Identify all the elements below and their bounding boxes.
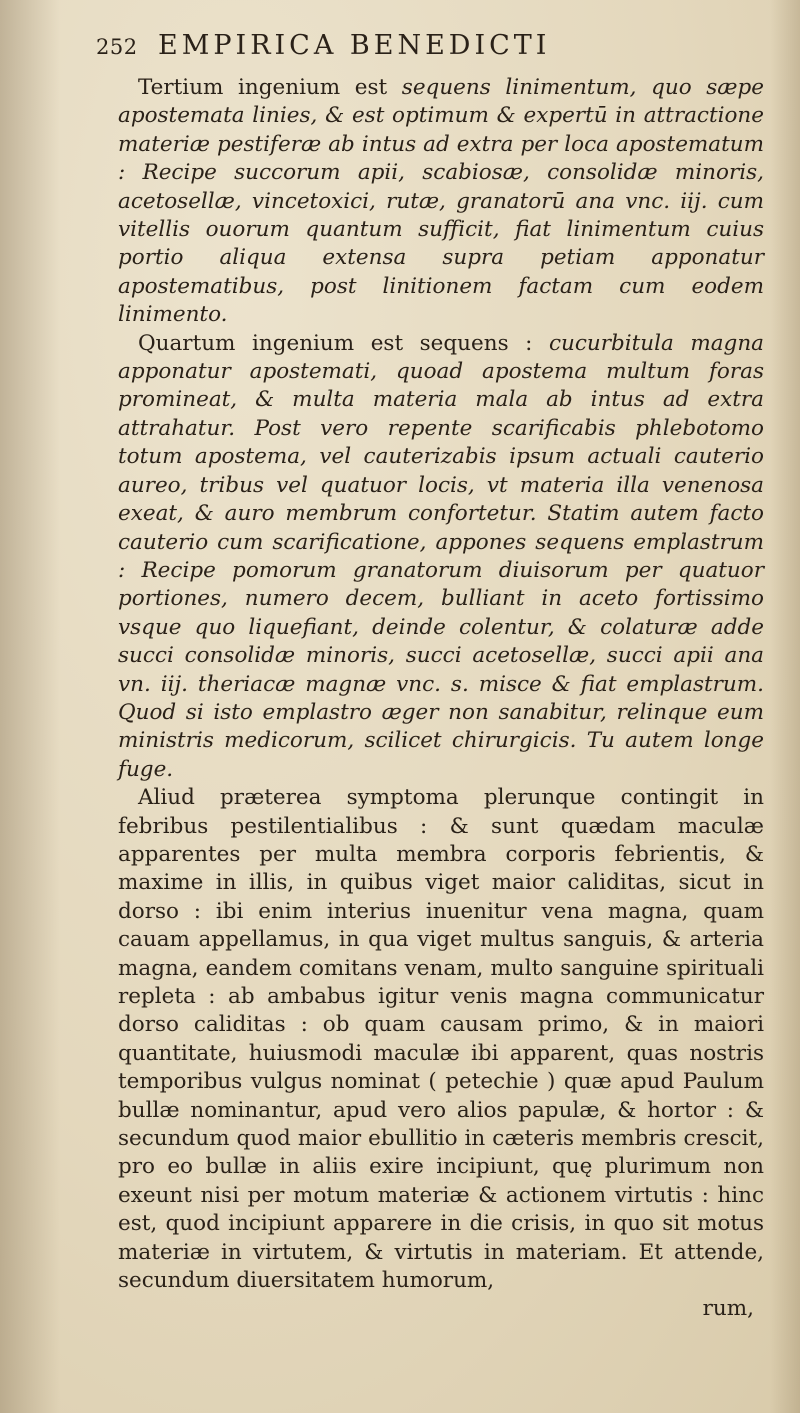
running-head: EMPIRICA BENEDICTI (158, 30, 551, 61)
text-segment-italic: sequens linimentum, quo sæpe apostemata linies, & est optimum & expertū in attractione materiæ pestiferæ ab intus ad extra per loca apostematum : Recipe succorum apii, scabiosæ, consolidæ minoris, acetosellæ, vincetoxici, rutæ, granatorū ana vnc. iij. cum vitellis ouorum quantum sufficit, fiat linimentum cuius portio aliqua extensa supra petiam apponatur apostematibus, post linitionem factam cum eodem linimento. (118, 75, 764, 328)
page-number: 252 (96, 35, 138, 59)
text-segment-italic: cucurbitula magna apponatur apostemati, quoad apostema multum foras promineat, & multa materia mala ab intus ad extra attrahatur. Post vero repente scarificabis phlebotomo totum apostema, vel cauterizabis ipsum actuali cauterio aureo, tribus vel quatuor locis, vt materia illa venenosa exeat, & auro membrum confortetur. Statim autem facto cauterio cum scarificatione, appones sequens emplastrum : Recipe pomorum granatorum diuisorum per quatuor portiones, numero decem, bulliant in aceto fortissimo vsque quo liquefiant, deinde colentur, & colaturæ adde succi consolidæ minoris, succi acetosellæ, succi apii ana vn. iij. theriacæ magnæ vnc. s. misce & fiat emplastrum. Quod si isto emplastro æger non sanabitur, relinque eum ministris medicorum, scilicet chirurgicis. Tu autem longe fuge. (118, 330, 764, 782)
text-segment: Aliud præterea symptoma plerunque contingit in febribus pestilentialibus : & sunt quædam maculæ apparentes per multa membra corporis febrientis, & maxime in illis, in quibus viget maior caliditas, sicut in dorso : ibi enim interius inuenitur vena magna, quam cauam appellamus, in qua viget multus sanguis, & arteria magna, eandem comitans venam, multo sanguine spirituali repleta : ab ambabus igitur venis magna communicatur dorso caliditas : ob quam causam primo, & in maiori quantitate, huiusmodi maculæ ibi apparent, quas nostris temporibus vulgus nominat ( petechie ) quæ apud Paulum bullæ nominantur, apud vero alios papulæ, & hortor : & secundum quod maior ebullitio in cæteris membris crescit, pro eo bullæ in aliis exire incipiunt, quę plurimum non exeunt nisi per motum materiæ & actionem virtutis : hinc est, quod incipiunt apparere in die crisis, in quo sit motus materiæ in virtutem, & virtutis in materiam. Et attende, secundum diuersitatem humorum, (118, 785, 764, 1294)
paragraph-quartum (118, 330, 764, 785)
text-segment: Quartum ingenium est sequens : (138, 330, 549, 356)
catchword: rum, (702, 1296, 754, 1322)
paragraph-aliud (118, 784, 764, 1295)
page-header (96, 30, 764, 74)
paragraph-tertium (118, 74, 764, 330)
page-edge-shadow (770, 0, 800, 1413)
text-segment: Tertium ingenium est (138, 75, 402, 100)
gutter-shadow (0, 0, 60, 1413)
body-text (118, 74, 764, 1295)
